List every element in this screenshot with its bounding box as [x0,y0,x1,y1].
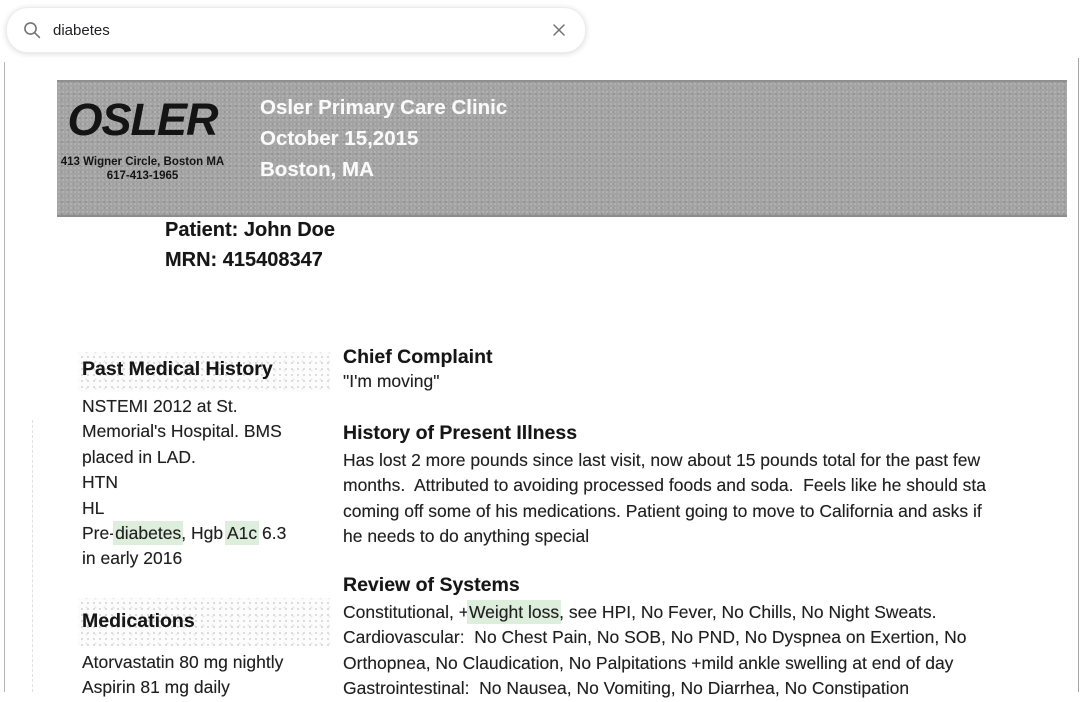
text-line: HL [82,496,342,521]
clinic-name: Osler Primary Care Clinic [260,92,507,123]
logo-text: OSLER [60,95,225,145]
clinic-phone: 617-413-1965 [60,169,225,183]
text-line: NSTEMI 2012 at St. [82,394,342,419]
review-of-systems-section [343,573,1078,702]
medications-heading: Medications [78,598,330,646]
review-of-systems-heading: Review of Systems [343,573,1078,597]
close-icon [551,22,567,38]
search-icon [22,20,42,40]
text-line: Cardiovascular: No Chest Pain, No SOB, No PND, No Dyspnea on Exertion, No [343,625,1078,650]
text-line: Atorvastatin 80 mg nightly [82,650,362,675]
text-line: Gastrointestinal: No Nausea, No Vomiting, No Diarrhea, No Constipation [343,676,1078,701]
text-line: Constitutional, +Weight loss, see HPI, No Fever, No Chills, No Night Sweats. [343,600,1078,625]
chief-complaint-heading: Chief Complaint [343,345,1078,369]
clinic-address: 413 Wigner Circle, Boston MA [60,155,225,169]
text-line: coming off some of his medications. Patient going to move to California and asks if [343,499,1078,524]
search-highlight: diabetes [115,523,181,543]
text-line: placed in LAD. [82,445,342,470]
clinic-logo [60,95,225,183]
search-input[interactable] [51,21,547,40]
search-highlight: Weight loss [469,602,559,622]
text-line: Pre-diabetes, Hgb A1c 6.3 [82,521,342,546]
clear-search-button[interactable] [547,18,571,42]
medications-text [82,650,362,701]
past-medical-history-text [82,394,342,572]
patient-mrn: MRN: 415408347 [165,245,335,275]
text-line: Aspirin 81 mg daily [82,675,362,700]
search-highlight: A1c [227,523,257,543]
visit-date: October 15,2015 [260,123,507,154]
search-bar[interactable] [6,7,586,53]
clinic-location: Boston, MA [260,154,507,185]
text-line: Memorial's Hospital. BMS [82,419,342,444]
chief-complaint-text: "I'm moving" [343,369,1078,394]
hpi-text [343,448,1078,550]
clinic-info-block [260,92,507,185]
text-line: Orthopnea, No Claudication, No Palpitations +mild ankle swelling at end of day [343,651,1078,676]
past-medical-history-heading: Past Medical History [78,352,330,392]
patient-block [165,215,335,275]
review-of-systems-text [343,600,1078,702]
document-left-edge [4,62,5,692]
patient-name: Patient: John Doe [165,215,335,245]
text-line: HTN [82,470,342,495]
text-line: months. Attributed to avoiding processed foods and soda. Feels like he should sta [343,473,1078,498]
hpi-heading: History of Present Illness [343,421,1078,445]
document-right-edge [1078,58,1079,692]
text-line: he needs to do anything special [343,524,1078,549]
scan-artifact-line [32,420,33,692]
chief-complaint-section [343,345,1078,394]
text-line: in early 2016 [82,546,342,571]
hpi-section [343,421,1078,550]
text-line: Has lost 2 more pounds since last visit, now about 15 pounds total for the past few [343,448,1078,473]
